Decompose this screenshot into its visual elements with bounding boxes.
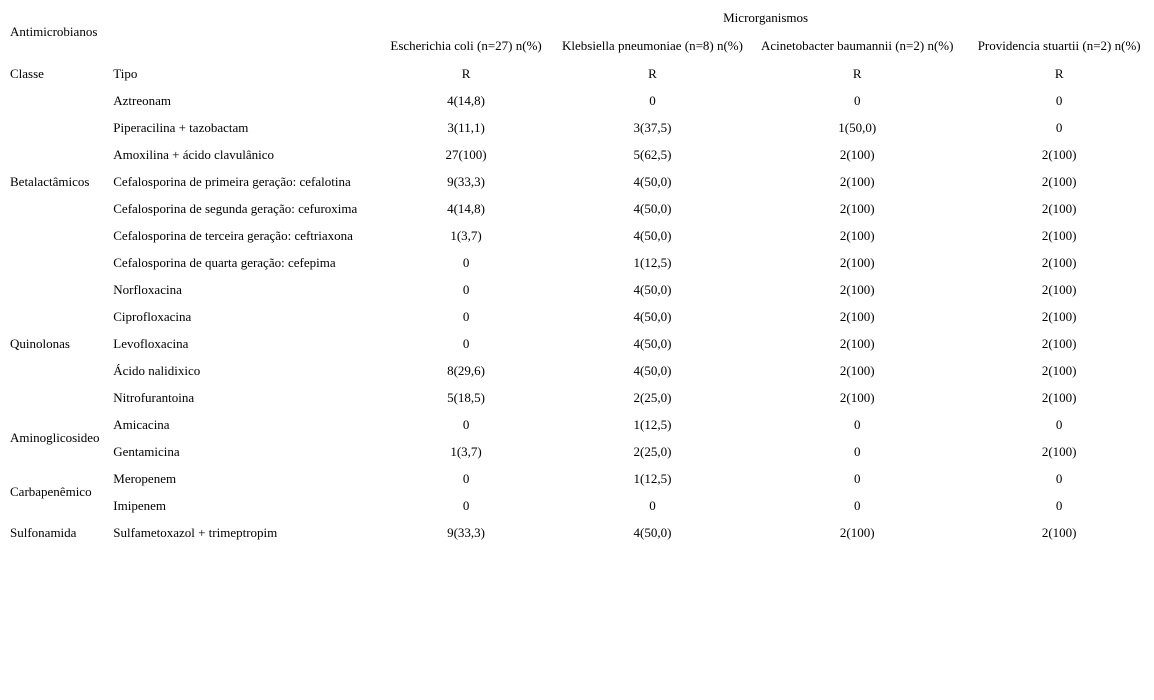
- value-cell: 2(100): [1041, 524, 1077, 540]
- value-cell: 9(33,3): [447, 173, 486, 189]
- value-cell: 0: [462, 497, 470, 513]
- value-cell: 0: [1055, 470, 1063, 486]
- classe-header: Classe: [10, 65, 44, 81]
- tipo-header: Tipo: [113, 65, 138, 81]
- value-cell: 0: [462, 416, 470, 432]
- value-cell: 2(100): [839, 281, 875, 297]
- value-cell: 1(12,5): [633, 254, 672, 270]
- paper-table-page: [0, 4, 1154, 700]
- table-row: [6, 357, 1154, 384]
- value-cell: 0: [1055, 92, 1063, 108]
- value-cell: 0: [462, 254, 470, 270]
- antimicrobial-name: Sulfametoxazol + trimeptropim: [113, 524, 278, 540]
- antimicrobial-name: Piperacilina + tazobactam: [113, 119, 249, 135]
- value-cell: 4(50,0): [633, 200, 672, 216]
- value-cell: 2(25,0): [633, 443, 672, 459]
- value-cell: 27(100): [445, 146, 487, 162]
- value-cell: 2(100): [1041, 308, 1077, 324]
- table-row: [6, 384, 1154, 411]
- organism-column-header: Providencia stuartii (n=2) n(%): [977, 38, 1141, 53]
- value-cell: 8(29,6): [447, 362, 486, 378]
- r-header: R: [461, 65, 471, 81]
- antimicrobial-name: Gentamicina: [113, 443, 180, 459]
- value-cell: 0: [853, 497, 861, 513]
- value-cell: 2(100): [839, 146, 875, 162]
- value-cell: 1(12,5): [633, 470, 672, 486]
- value-cell: 0: [1055, 119, 1063, 135]
- value-cell: 2(100): [839, 524, 875, 540]
- microrganismos-header: Microrganismos: [723, 10, 809, 25]
- antimicrobial-name: Cefalosporina de terceira geração: ceftriaxona: [113, 227, 353, 243]
- r-header: R: [1054, 65, 1064, 81]
- value-cell: 9(33,3): [447, 524, 486, 540]
- table-row: [6, 195, 1154, 222]
- table-row: [6, 276, 1154, 303]
- table-row: [6, 249, 1154, 276]
- antimicrobial-name: Norfloxacina: [113, 281, 182, 297]
- antimicrobial-name: Ácido nalidixico: [113, 362, 201, 378]
- value-cell: 4(14,8): [447, 200, 486, 216]
- value-cell: 0: [462, 335, 470, 351]
- table-row: [6, 141, 1154, 168]
- value-cell: 0: [1055, 497, 1063, 513]
- value-cell: 0: [462, 308, 470, 324]
- table-row: [6, 492, 1154, 519]
- value-cell: 1(12,5): [633, 416, 672, 432]
- table-row: [6, 519, 1154, 546]
- antimicrobianos-header: Antimicrobianos: [10, 24, 98, 39]
- value-cell: 2(100): [1041, 254, 1077, 270]
- table-header-row-top: [6, 4, 1154, 32]
- value-cell: 4(50,0): [633, 281, 672, 297]
- resistance-table: [6, 4, 1154, 546]
- antimicrobial-name: Cefalosporina de segunda geração: cefuroxima: [113, 200, 358, 216]
- value-cell: 4(50,0): [633, 227, 672, 243]
- value-cell: 5(62,5): [633, 146, 672, 162]
- class-group-label: Aminoglicosideo: [10, 430, 100, 445]
- antimicrobial-name: Levofloxacina: [113, 335, 189, 351]
- table-row: [6, 303, 1154, 330]
- r-header: R: [852, 65, 862, 81]
- organism-column-header: Klebsiella pneumoniae (n=8) n(%): [562, 38, 743, 53]
- value-cell: 4(50,0): [633, 524, 672, 540]
- value-cell: 2(100): [1041, 227, 1077, 243]
- antimicrobial-name: Cefalosporina de primeira geração: cefalotina: [113, 173, 351, 189]
- class-group-label: Carbapenêmico: [10, 484, 92, 499]
- value-cell: 0: [462, 281, 470, 297]
- organism-column-header: Acinetobacter baumannii (n=2) n(%): [760, 38, 954, 53]
- class-group-label: Sulfonamida: [10, 524, 77, 540]
- value-cell: 0: [853, 443, 861, 459]
- antimicrobial-name: Ciprofloxacina: [113, 308, 192, 324]
- value-cell: 0: [853, 416, 861, 432]
- value-cell: 2(100): [1041, 200, 1077, 216]
- value-cell: 0: [649, 92, 656, 108]
- value-cell: 2(100): [1041, 146, 1077, 162]
- value-cell: 2(100): [1041, 281, 1077, 297]
- value-cell: 3(37,5): [633, 119, 672, 135]
- class-group-label: Quinolonas: [10, 335, 70, 351]
- value-cell: 2(100): [1041, 335, 1077, 351]
- value-cell: 2(100): [839, 335, 875, 351]
- value-cell: 0: [853, 92, 861, 108]
- antimicrobial-name: Aztreonam: [113, 92, 172, 108]
- value-cell: 5(18,5): [447, 389, 486, 405]
- table-row: [6, 330, 1154, 357]
- value-cell: 2(100): [1041, 443, 1077, 459]
- value-cell: 4(50,0): [633, 335, 672, 351]
- value-cell: 2(100): [839, 362, 875, 378]
- table-row: [6, 411, 1154, 438]
- r-header: R: [648, 65, 657, 81]
- value-cell: 4(14,8): [447, 92, 486, 108]
- antimicrobial-name: Imipenem: [113, 497, 166, 513]
- value-cell: 1(3,7): [450, 227, 482, 243]
- organism-column-header: Escherichia coli (n=27) n(%): [390, 38, 542, 53]
- value-cell: 2(100): [839, 227, 875, 243]
- antimicrobial-name: Cefalosporina de quarta geração: cefepima: [113, 254, 336, 270]
- value-cell: 1(50,0): [838, 119, 877, 135]
- value-cell: 0: [1055, 416, 1063, 432]
- antimicrobial-name: Meropenem: [113, 470, 177, 486]
- value-cell: 0: [649, 497, 656, 513]
- value-cell: 2(25,0): [633, 389, 672, 405]
- table-row: [6, 87, 1154, 114]
- antimicrobial-name: Amicacina: [113, 416, 170, 432]
- table-row: [6, 222, 1154, 249]
- value-cell: 2(100): [839, 308, 875, 324]
- value-cell: 4(50,0): [633, 308, 672, 324]
- value-cell: 2(100): [1041, 173, 1077, 189]
- value-cell: 0: [462, 470, 470, 486]
- value-cell: 2(100): [1041, 362, 1077, 378]
- value-cell: 2(100): [839, 200, 875, 216]
- table-header-row-subheaders: [6, 60, 1154, 87]
- value-cell: 3(11,1): [447, 119, 485, 135]
- value-cell: 2(100): [839, 389, 875, 405]
- value-cell: 2(100): [839, 173, 875, 189]
- table-row: [6, 168, 1154, 195]
- antimicrobial-name: Amoxilina + ácido clavulânico: [113, 146, 275, 162]
- value-cell: 2(100): [1041, 389, 1077, 405]
- antimicrobial-name: Nitrofurantoina: [113, 389, 195, 405]
- table-row: [6, 465, 1154, 492]
- table-row: [6, 114, 1154, 141]
- class-group-label: Betalactâmicos: [10, 173, 90, 189]
- value-cell: 0: [853, 470, 861, 486]
- value-cell: 2(100): [839, 254, 875, 270]
- value-cell: 1(3,7): [450, 443, 482, 459]
- value-cell: 4(50,0): [633, 173, 672, 189]
- value-cell: 4(50,0): [633, 362, 672, 378]
- table-row: [6, 438, 1154, 465]
